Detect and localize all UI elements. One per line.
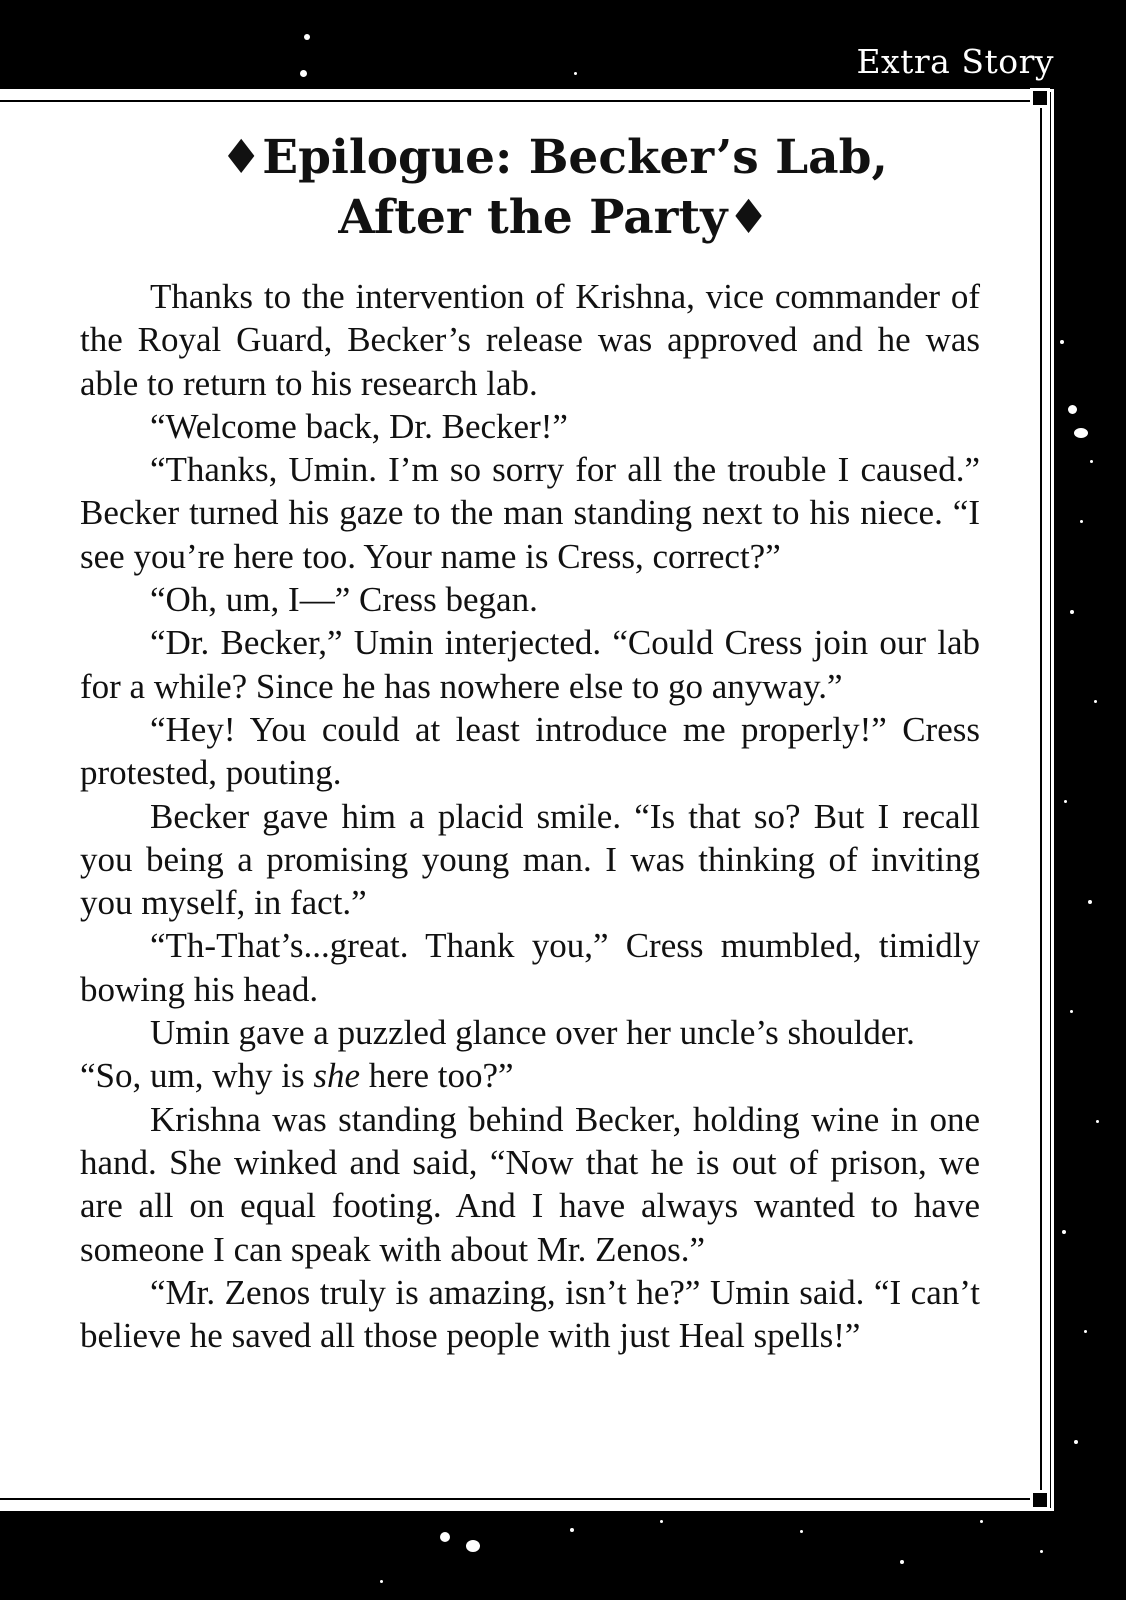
emphasis: she [313, 1056, 361, 1096]
chapter-title-line-1: ♦Epilogue: Becker’s Lab, [220, 130, 888, 185]
paragraph: “Welcome back, Dr. Becker!” [150, 406, 568, 446]
paragraph: Krishna was standing behind Becker, holding wine in one hand. She winked and said, “Now that he is out of prison, we are all on equal footing. And I have always wanted to have someone I can speak with about Mr. Zenos.” [80, 1099, 980, 1269]
paragraph: Becker gave him a placid smile. “Is that so? But I recall you being a promising young man. I was thinking of inviting you myself, in fact.” [80, 796, 980, 923]
chapter-title-line-2: After the Party♦ [338, 190, 770, 245]
paragraph: “So, um, why is she here too?” [80, 1056, 514, 1096]
paragraph: “Mr. Zenos truly is amazing, isn’t he?” Umin said. “I can’t believe he saved all those people with just Heal spells!” [80, 1272, 980, 1356]
section-label: Extra Story [856, 42, 1054, 81]
paragraph: Thanks to the intervention of Krishna, vice commander of the Royal Guard, Becker’s release was approved and he was able to return to his research lab. [80, 277, 980, 403]
story-text [80, 275, 980, 1357]
paragraph: “Hey! You could at least introduce me properly!” Cress protested, pouting. [80, 709, 980, 793]
frame-corner-ornament-bottom [1030, 1490, 1050, 1510]
chapter-title [0, 128, 1108, 248]
frame-corner-ornament-top [1030, 88, 1050, 108]
paragraph: “Dr. Becker,” Umin interjected. “Could Cress join our lab for a while? Since he has nowhere else to go anyway.” [80, 623, 980, 706]
paragraph: Umin gave a puzzled glance over her uncle’s shoulder. [150, 1013, 915, 1053]
paragraph: “Oh, um, I—” Cress began. [150, 580, 538, 620]
paragraph: “Thanks, Umin. I’m so sorry for all the trouble I caused.” Becker turned his gaze to the man standing next to his niece. “I see you’re here too. Your name is Cress, correct?” [80, 450, 980, 576]
paragraph: “Th-That’s...great. Thank you,” Cress mumbled, timidly bowing his head. [80, 926, 980, 1009]
